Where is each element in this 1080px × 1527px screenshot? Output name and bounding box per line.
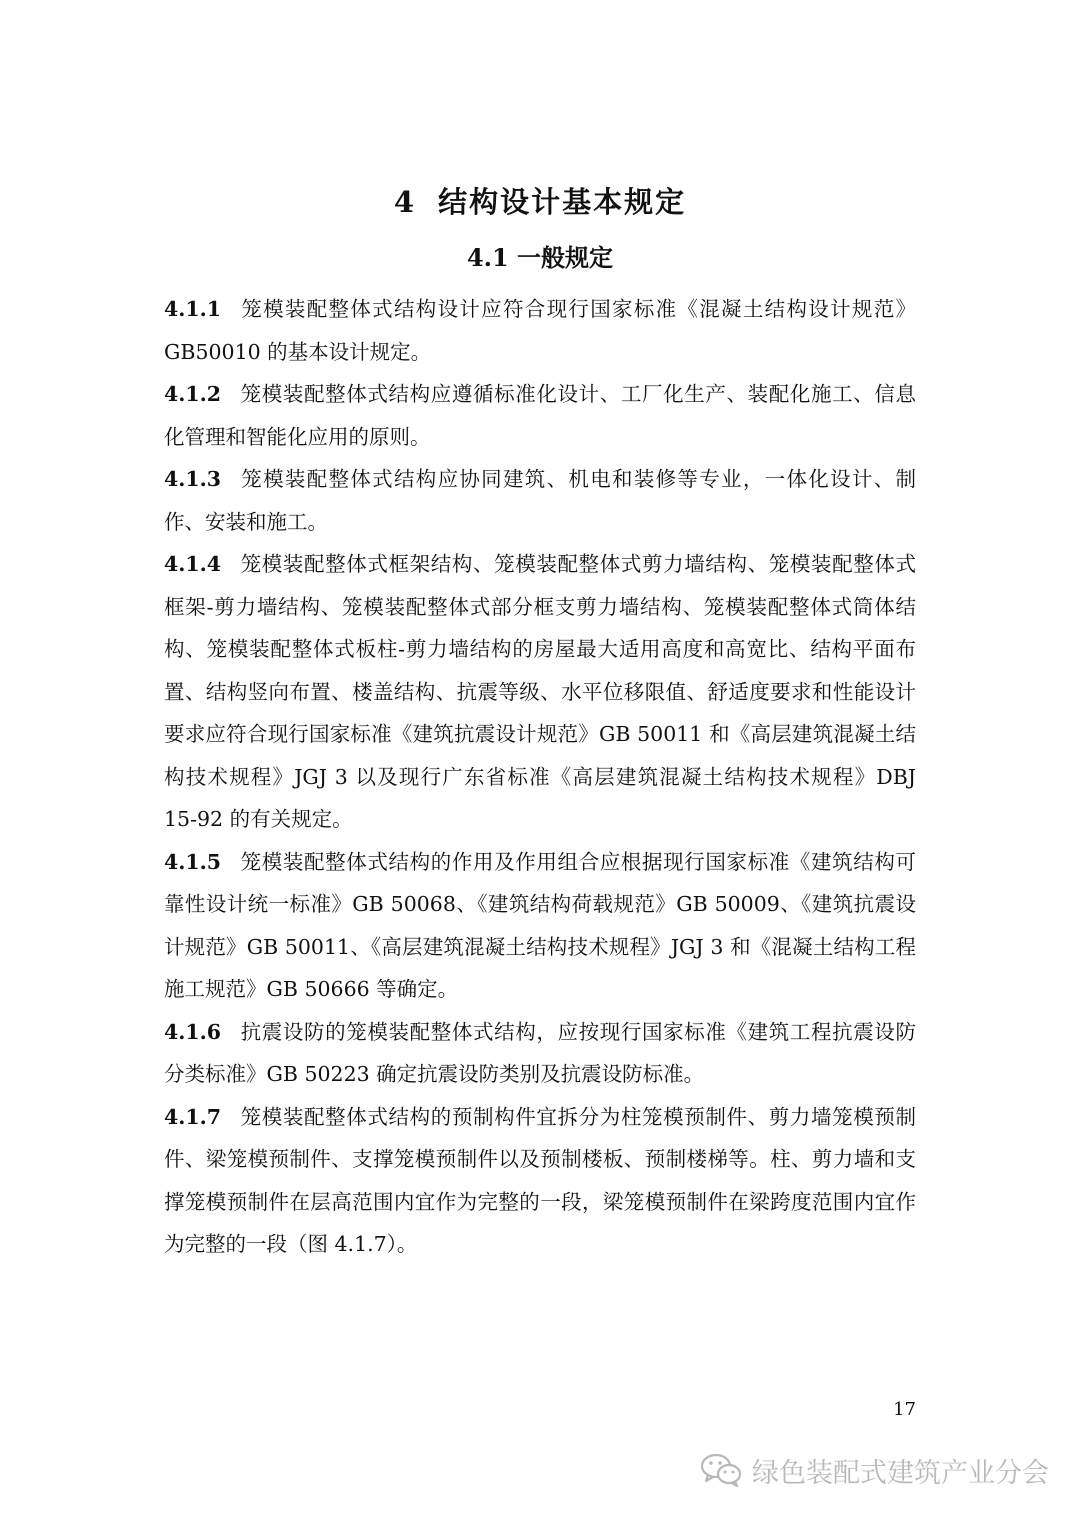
clause-number: 4.1.5 [164, 849, 222, 874]
clause-4-1-5 [164, 841, 916, 1011]
clause-number: 4.1.7 [164, 1104, 222, 1129]
chapter-title [0, 180, 1080, 224]
clause-4-1-2 [164, 373, 916, 458]
chapter-number: 4 [393, 185, 417, 219]
clause-number: 4.1.6 [164, 1019, 222, 1044]
chapter-title-text: 结构设计基本规定 [438, 185, 687, 219]
page-number: 17 [893, 1399, 916, 1420]
clause-text: 笼模装配整体式结构应遵循标准化设计、工厂化生产、装配化施工、信息化管理和智能化应用的原则。 [164, 382, 916, 449]
clause-4-1-6 [164, 1011, 916, 1096]
clause-4-1-1 [164, 288, 916, 373]
clause-number: 4.1.4 [164, 552, 222, 576]
clause-text: 笼模装配整体式结构的作用及作用组合应根据现行国家标准《建筑结构可靠性设计统一标准》GB 50068、《建筑结构荷载规范》GB 50009、《建筑抗震设计规范》GB 50011、《高层建筑混凝土结构技术规程》JGJ 3 和《混凝土结构工程施工规范》GB 50666 等确定。 [164, 849, 916, 1001]
clause-4-1-3 [164, 458, 916, 543]
clause-list [164, 288, 916, 1266]
clause-text: 笼模装配整体式结构设计应符合现行国家标准《混凝土结构设计规范》GB50010 的基本设计规定。 [164, 297, 916, 364]
clause-text: 抗震设防的笼模装配整体式结构，应按现行国家标准《建筑工程抗震设防分类标准》GB 50223 确定抗震设防类别及抗震设防标准。 [164, 1019, 916, 1086]
watermark-text: 绿色装配式建筑产业分会 [752, 1457, 1049, 1489]
clause-4-1-4 [164, 543, 916, 841]
clause-text: 笼模装配整体式结构的预制构件宜拆分为柱笼模预制件、剪力墙笼模预制件、梁笼模预制件、支撑笼模预制件以及预制楼板、预制楼梯等。柱、剪力墙和支撑笼模预制件在层高范围内宜作为完整的一段，梁笼模预制件在梁跨度范围内宜作为完整的一段（图 4.1.7）。 [164, 1104, 916, 1256]
clause-number: 4.1.3 [164, 467, 222, 491]
clause-text: 笼模装配整体式框架结构、笼模装配整体式剪力墙结构、笼模装配整体式框架-剪力墙结构、笼模装配整体式部分框支剪力墙结构、笼模装配整体式筒体结构、笼模装配整体式板柱-剪力墙结构的房屋最大适用高度和高宽比、结构平面布置、结构竖向布置、楼盖结构、抗震等级、水平位移限值、舒适度要求和性能设计要求应符合现行国家标准《建筑抗震设计规范》GB 50011 和《高层建筑混凝土结构技术规程》JGJ 3 以及现行广东省标准《高层建筑混凝土结构技术规程》DBJ 15-92 的有关规定。 [164, 552, 916, 831]
clause-text: 笼模装配整体式结构应协同建筑、机电和装修等专业，一体化设计、制作、安装和施工。 [164, 467, 916, 534]
clause-number: 4.1.2 [164, 382, 222, 406]
watermark [700, 1444, 1049, 1496]
clause-4-1-7 [164, 1096, 916, 1266]
wechat-icon [700, 1452, 744, 1488]
clause-number: 4.1.1 [164, 297, 222, 321]
section-title: 4.1 一般规定 [466, 243, 614, 272]
